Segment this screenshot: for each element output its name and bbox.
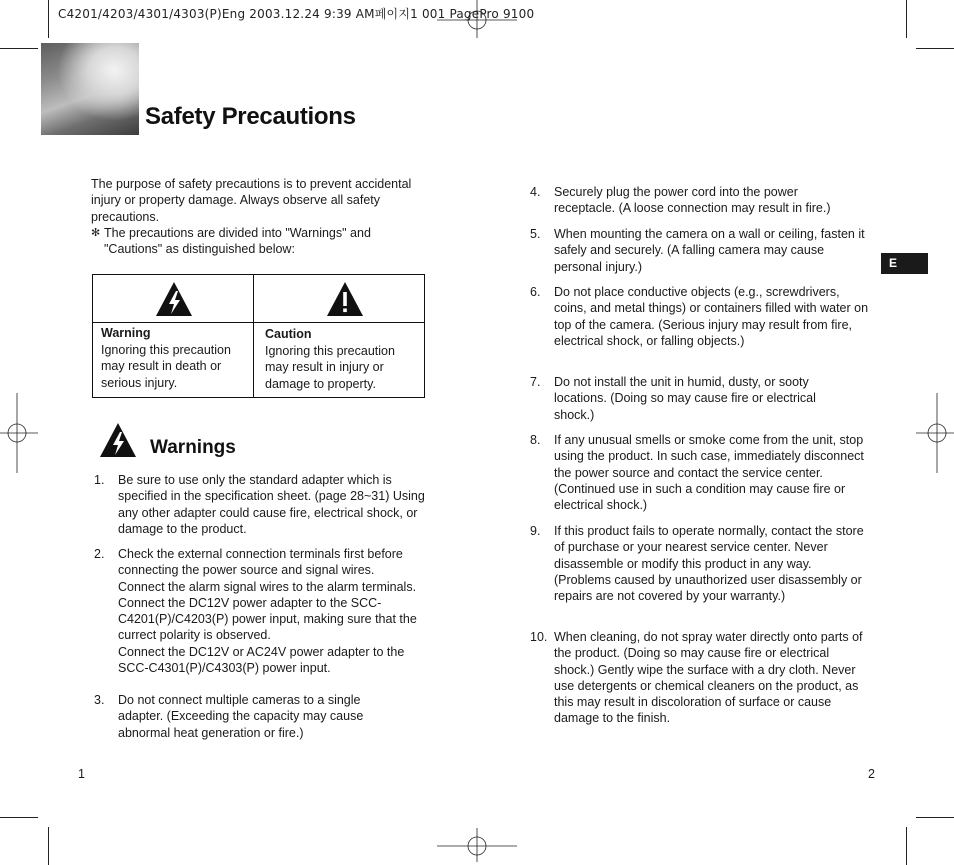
note-text: The precautions are divided into "Warnings" and "Cautions" as distinguished below: <box>104 226 371 257</box>
warning-text: Ignoring this precaution may result in death or serious injury. <box>101 343 231 390</box>
lightning-warning-icon <box>155 281 193 317</box>
print-header: C4201/4203/4301/4303(P)Eng 2003.12.24 9:39 AM페이지1 001 PagePro 9100 <box>58 7 535 21</box>
precaution-table <box>92 274 425 398</box>
page-title: Safety Precautions <box>145 103 356 130</box>
warning-heading: Warning <box>101 326 151 340</box>
language-tab: E <box>881 253 928 274</box>
caution-text: Ignoring this precaution may result in injury or damage to property. <box>265 344 395 391</box>
exclamation-caution-icon <box>326 281 364 317</box>
warnings-lightning-icon <box>99 422 137 458</box>
caution-heading: Caution <box>265 327 312 341</box>
page-number-right: 2 <box>868 767 875 781</box>
intro-paragraph: The purpose of safety precautions is to prevent accidental injury or property damage. Always observe all safety precautions. <box>91 177 412 224</box>
header-photo <box>41 43 139 135</box>
note-asterisk: ✻ <box>91 227 101 239</box>
warnings-heading: Warnings <box>150 437 236 458</box>
page-number-left: 1 <box>78 767 85 781</box>
